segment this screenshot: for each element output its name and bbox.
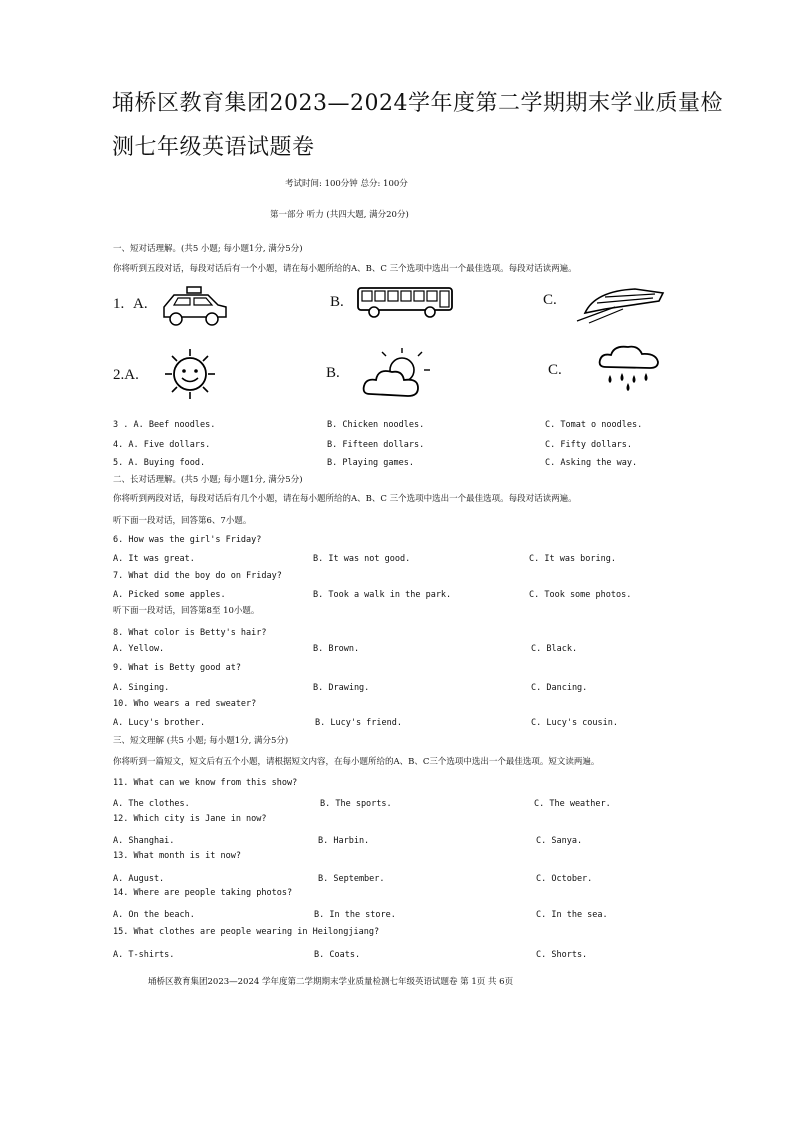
q3-option-b: B. Chicken noodles. [327,420,425,430]
q11-option-b: B. The sports. [320,799,392,809]
q6-option-a: A. It was great. [113,554,195,564]
train-icon [575,283,667,323]
q7-option-b: B. Took a walk in the park. [313,590,452,600]
q10-option-c: C. Lucy's cousin. [531,718,618,728]
taxi-icon [160,285,230,330]
q6-question: 6. How was the girl's Friday? [113,535,262,545]
q12-question: 12. Which city is Jane in now? [113,814,267,824]
q10-question: 10. Who wears a red sweater? [113,699,257,709]
section2-sub1: 听下面一段对话，回答第6、7小题。 [113,516,252,526]
rain-cloud-icon [598,343,660,391]
q4-option-c: C. Fifty dollars. [545,440,632,450]
q15-option-c: C. Shorts. [536,950,588,960]
section1-heading: 一、短对话理解。(共5 小题; 每小题1分, 满分5分) [113,244,303,254]
q11-question: 11. What can we know from this show? [113,778,298,788]
q14-option-b: B. In the store. [314,910,396,920]
q8-question: 8. What color is Betty's hair? [113,628,267,638]
q5-option-c: C. Asking the way. [545,458,638,468]
q13-question: 13. What month is it now? [113,851,241,861]
section1-instructions: 你将听到五段对话，每段对话后有一个小题，请在每小题所给的A、B、C 三个选项中选出一个最佳选项。每段对话读两遍。 [113,264,577,274]
q6-option-b: B. It was not good. [313,554,411,564]
q14-question: 14. Where are people taking photos? [113,888,293,898]
section3-heading: 三、短文理解 (共5 小题; 每小题1分, 满分5分) [113,736,289,746]
q12-option-c: C. Sanya. [536,836,583,846]
q12-option-b: B. Harbin. [318,836,370,846]
section3-instructions: 你将听到一篇短文，短文后有五个小题，请根据短文内容，在每小题所给的A、B、C三个选项中选出一个最佳选项。短文读两遍。 [113,757,600,767]
q9-option-a: A. Singing. [113,683,170,693]
q11-option-a: A. The clothes. [113,799,190,809]
page-footer: 埇桥区教育集团2023—2024 学年度第二学期期末学业质量检测七年级英语试题卷 第 1页 共 6页 [148,977,514,987]
q1-number: 1. [113,296,125,312]
q4-option-a: 4. A. Five dollars. [113,440,211,450]
q13-option-b: B. September. [318,874,385,884]
q6-option-c: C. It was boring. [529,554,616,564]
q15-option-b: B. Coats. [314,950,361,960]
part1-title: 第一部分 听力 (共四大题, 满分20分) [270,210,409,220]
q8-option-c: C. Black. [531,644,578,654]
title-line-1: 埇桥区教育集团2023—2024学年度第二学期期末学业质量检 [112,91,723,116]
q2-label-c: C. [548,362,562,378]
title-line-2: 测七年级英语试题卷 [112,135,315,160]
section2-heading: 二、长对话理解。(共5 小题; 每小题1分, 满分5分) [113,475,303,485]
exam-info: 考试时间: 100分钟 总分: 100分 [285,179,408,189]
q14-option-a: A. On the beach. [113,910,195,920]
section2-instructions: 你将听到两段对话，每段对话后有几个小题，请在每小题所给的A、B、C 三个选项中选出一个最佳选项。每段对话读两遍。 [113,494,577,504]
q3-option-c: C. Tomat o noodles. [545,420,643,430]
q12-option-a: A. Shanghai. [113,836,175,846]
q15-question: 15. What clothes are people wearing in Heilongjiang? [113,927,380,937]
q2-label-b: B. [326,365,340,381]
q4-option-b: B. Fifteen dollars. [327,440,425,450]
q7-option-c: C. Took some photos. [529,590,632,600]
q14-option-c: C. In the sea. [536,910,608,920]
q8-option-a: A. Yellow. [113,644,165,654]
q1-label-c: C. [543,292,557,308]
q7-question: 7. What did the boy do on Friday? [113,571,282,581]
q15-option-a: A. T-shirts. [113,950,175,960]
sun-icon [164,348,216,400]
partly-cloudy-icon [362,346,434,402]
q10-option-b: B. Lucy's friend. [315,718,402,728]
q5-option-a: 5. A. Buying food. [113,458,206,468]
q5-option-b: B. Playing games. [327,458,414,468]
q7-option-a: A. Picked some apples. [113,590,226,600]
bus-icon [356,286,454,318]
q10-option-a: A. Lucy's brother. [113,718,206,728]
q9-option-b: B. Drawing. [313,683,370,693]
q3-option-a: 3 . A. Beef noodles. [113,420,216,430]
q13-option-a: A. August. [113,874,165,884]
q2-number: 2.A. [113,367,139,383]
q8-option-b: B. Brown. [313,644,360,654]
q1-label-a: A. [133,296,148,312]
q9-question: 9. What is Betty good at? [113,663,241,673]
q1-label-b: B. [330,294,344,310]
q13-option-c: C. October. [536,874,593,884]
q9-option-c: C. Dancing. [531,683,588,693]
section2-sub2: 听下面一段对话，回答第8至 10小题。 [113,606,260,616]
q11-option-c: C. The weather. [534,799,611,809]
